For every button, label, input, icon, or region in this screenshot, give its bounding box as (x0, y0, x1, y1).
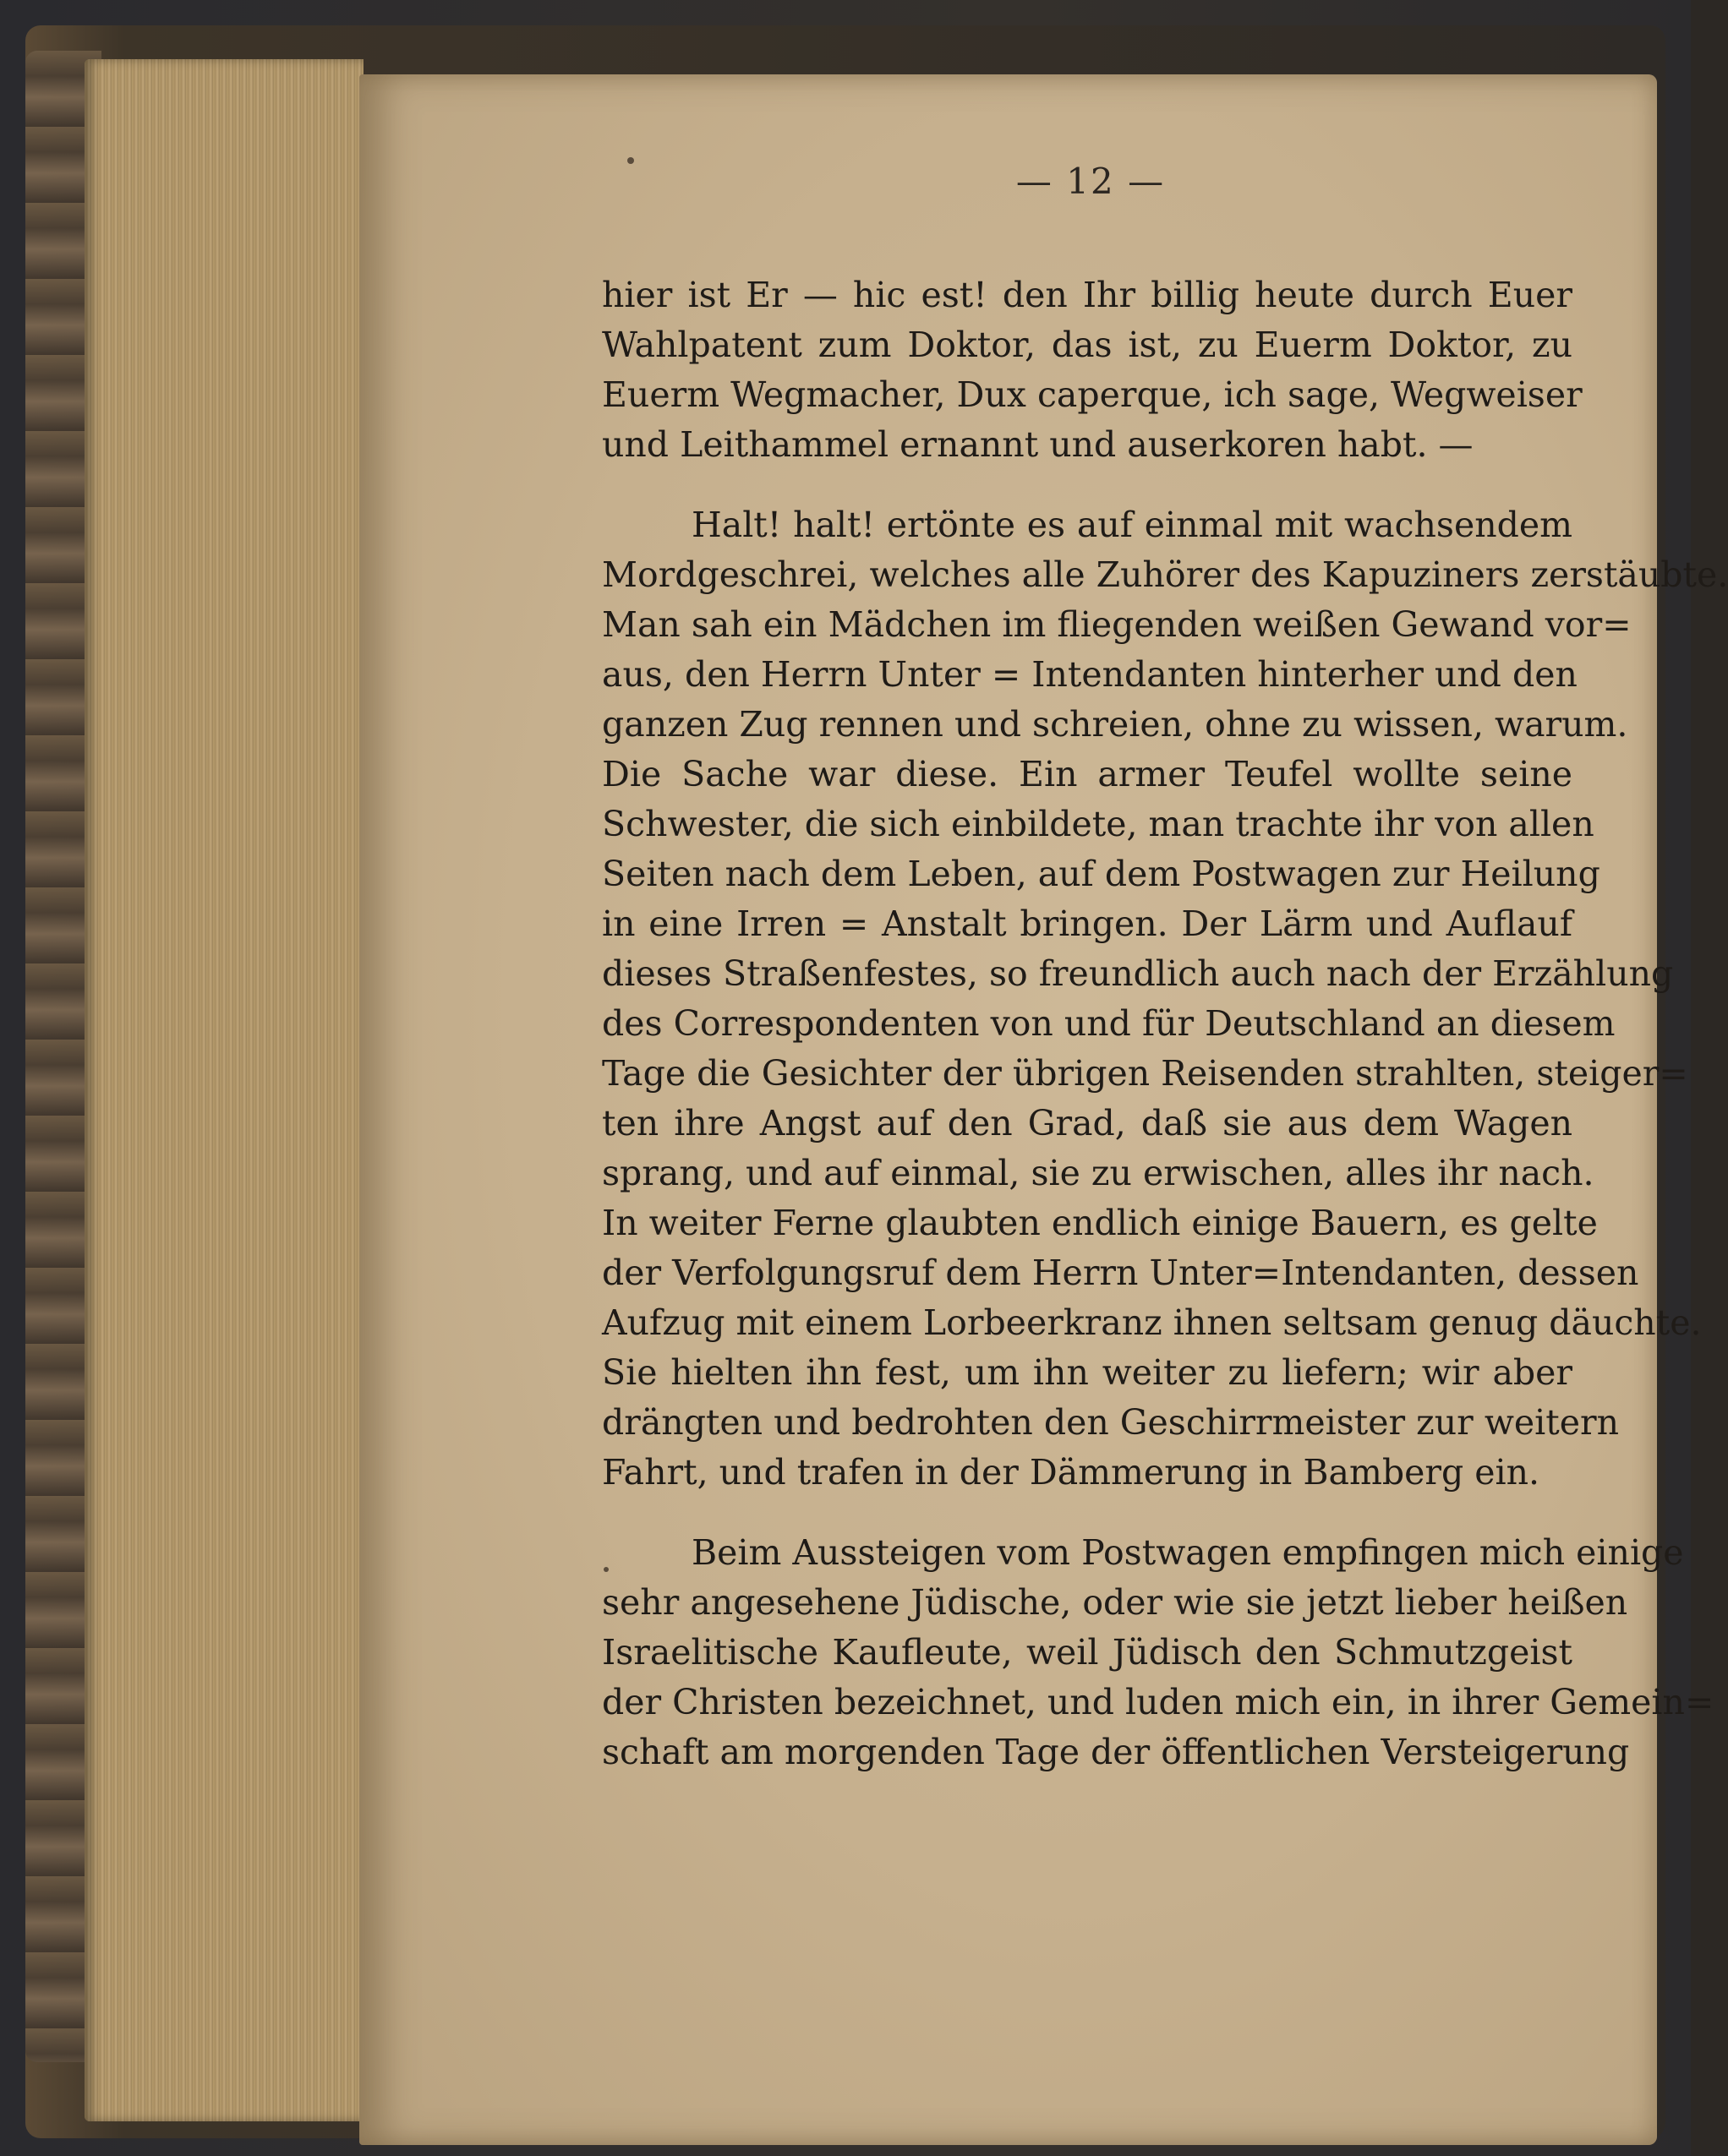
text-line: Wahlpatent zum Doktor, das ist, zu Euerm Doktor, zu (602, 325, 1572, 365)
text-line: Beim Aussteigen vom Postwagen empfingen mich einige (692, 1532, 1684, 1573)
text-line: Euerm Wegmacher, Dux caperque, ich sage, Wegweiser (602, 374, 1583, 415)
text-line: Fahrt, und trafen in der Dämmerung in Bamberg ein. (602, 1452, 1540, 1493)
paragraph-gap (602, 470, 1572, 500)
text-line: Schwester, die sich einbildete, man trachte ihr von allen (602, 804, 1594, 844)
text-line: schaft am morgenden Tage der öffentlichen Versteigerung (602, 1732, 1630, 1772)
text-line: und Leithammel ernannt und auserkoren habt. — (602, 424, 1474, 465)
text-line: der Verfolgungsruf dem Herrn Unter=Intendanten, dessen (602, 1253, 1639, 1293)
text-line: ten ihre Angst auf den Grad, daß sie aus dem Wagen (602, 1103, 1572, 1143)
text-line: drängten und bedrohten den Geschirrmeister zur weitern (602, 1402, 1620, 1443)
text-line: dieses Straßenfestes, so freundlich auch nach der Erzählung (602, 953, 1674, 994)
text-line: ganzen Zug rennen und schreien, ohne zu wissen, warum. (602, 704, 1628, 745)
text-line: Man sah ein Mädchen im fliegenden weißen Gewand vor= (602, 604, 1632, 645)
paragraph-gap (602, 1498, 1572, 1528)
text-line: sehr angesehene Jüdische, oder wie sie jetzt lieber heißen (602, 1582, 1628, 1623)
text-line: in eine Irren = Anstalt bringen. Der Lärm und Auflauf (602, 903, 1572, 944)
ink-speck (627, 157, 634, 164)
text-line: hier ist Er — hic est! den Ihr billig heute durch Euer (602, 275, 1572, 315)
paragraph (602, 500, 1728, 1498)
text-line: aus, den Herrn Unter = Intendanten hinterher und den (602, 654, 1578, 695)
text-line: Mordgeschrei, welches alle Zuhörer des Kapuziners zerstäubte. (602, 554, 1728, 595)
page-edges (85, 59, 364, 2121)
paragraph (602, 270, 1583, 470)
text-line: Aufzug mit einem Lorbeerkranz ihnen seltsam genug däuchte. (602, 1302, 1702, 1343)
page-number: — 12 — (1015, 161, 1166, 202)
text-line: In weiter Ferne glaubten endlich einige Bauern, es gelte (602, 1203, 1598, 1243)
text-line: Halt! halt! ertönte es auf einmal mit wachsendem (692, 505, 1572, 545)
text-line: sprang, und auf einmal, sie zu erwischen, alles ihr nach. (602, 1153, 1594, 1193)
text-line: des Correspondenten von und für Deutschland an diesem (602, 1003, 1616, 1044)
body-text (602, 270, 1728, 1777)
text-line: Tage die Gesichter der übrigen Reisenden strahlten, steiger= (602, 1053, 1688, 1094)
text-line: Die Sache war diese. Ein armer Teufel wollte seine (602, 754, 1572, 794)
text-line: Israelitische Kaufleute, weil Jüdisch den Schmutzgeist (602, 1632, 1572, 1673)
paragraph (602, 1528, 1714, 1777)
text-line: Sie hielten ihn fest, um ihn weiter zu liefern; wir aber (602, 1352, 1572, 1393)
text-line: der Christen bezeichnet, und luden mich ein, in ihrer Gemein= (602, 1682, 1714, 1722)
text-line: Seiten nach dem Leben, auf dem Postwagen zur Heilung (602, 854, 1600, 894)
